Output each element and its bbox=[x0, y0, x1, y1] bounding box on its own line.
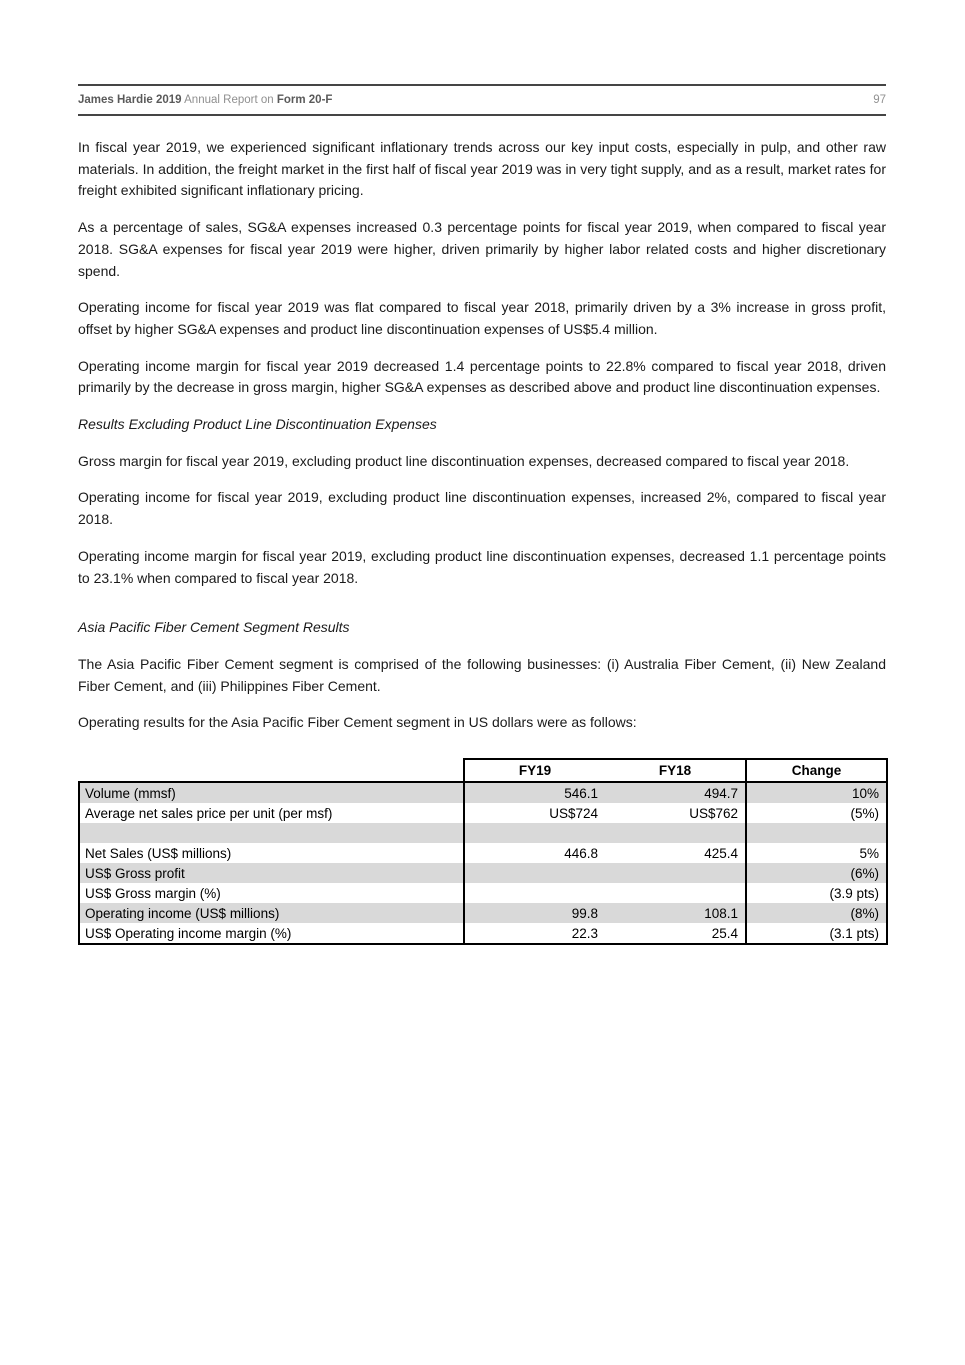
table-row-average-price bbox=[79, 803, 887, 823]
change-value: 10% bbox=[746, 782, 887, 803]
page-content bbox=[78, 0, 886, 945]
fy18-value: US$762 bbox=[605, 803, 746, 823]
row-label bbox=[79, 823, 464, 843]
row-label: US$ Operating income margin (%) bbox=[79, 923, 464, 944]
fy19-value bbox=[464, 883, 605, 903]
fy18-value: 425.4 bbox=[605, 843, 746, 863]
table-row-volume bbox=[79, 782, 887, 803]
fy19-value bbox=[464, 863, 605, 883]
row-label: US$ Gross margin (%) bbox=[79, 883, 464, 903]
row-label: Average net sales price per unit (per msf) bbox=[79, 803, 464, 823]
paragraph-operating-income-margin: Operating income margin for fiscal year 2019 decreased 1.4 percentage points to 22.8% compared to fiscal year 2018, driven primarily by the decrease in gross margin, higher SG&A expenses as described above and product line discontinuation expenses. bbox=[78, 357, 886, 396]
column-header-fy19: FY19 bbox=[464, 759, 605, 782]
fy19-value: 446.8 bbox=[564, 845, 598, 861]
table-row-operating-income-margin bbox=[79, 923, 887, 944]
asia-pacific-results-table bbox=[78, 758, 888, 945]
fy18-value bbox=[605, 883, 746, 903]
empty-header-cell bbox=[79, 759, 464, 782]
change-value: (5%) bbox=[746, 803, 887, 823]
column-header-change: Change bbox=[746, 759, 887, 782]
paragraph-gross-margin-excluding: Gross margin for fiscal year 2019, excluding product line discontinuation expenses, decreased compared to fiscal year 2018. bbox=[78, 452, 850, 469]
report-title bbox=[78, 94, 332, 106]
table-row-spacer bbox=[79, 823, 887, 843]
paragraph-segment-businesses: The Asia Pacific Fiber Cement segment is comprised of the following businesses: (i) Australia Fiber Cement, (ii) New Zealand Fiber Cement, and (iii) Philippines Fiber Cement. bbox=[78, 655, 886, 694]
fy19-value bbox=[464, 823, 605, 843]
change-value: (3.1 pts) bbox=[746, 923, 887, 944]
table-row-gross-margin bbox=[79, 883, 887, 903]
paragraph-operating-income-excluding: Operating income for fiscal year 2019, excluding product line discontinuation expenses, increased 2%, compared to fiscal year 2018. bbox=[78, 489, 886, 528]
row-label: Operating income (US$ millions) bbox=[79, 903, 464, 923]
page-number: 97 bbox=[873, 94, 886, 106]
paragraph-inflationary-trends: In fiscal year 2019, we experienced significant inflationary trends across our key input costs, especially in pulp, and other raw materials. In addition, the freight market in the first half of fiscal year 2019 was in very tight supply, and as a result, market rates for freight exhibited significant inflationary pricing. bbox=[78, 139, 886, 199]
report-title-form: Form 20-F bbox=[276, 94, 333, 106]
fy18-value bbox=[605, 823, 746, 843]
header-line bbox=[78, 86, 886, 114]
change-value: (3.9 pts) bbox=[746, 883, 887, 903]
row-label: Volume (mmsf) bbox=[79, 782, 464, 803]
paragraph-operating-results-intro: Operating results for the Asia Pacific Fiber Cement segment in US dollars were as follows: bbox=[78, 714, 637, 731]
report-title-middle: Annual Report on bbox=[181, 94, 277, 106]
paragraph-operating-income-flat: Operating income for fiscal year 2019 was flat compared to fiscal year 2018, primarily driven by a 3% increase in gross profit, offset by higher SG&A expenses and product line discontinuation expenses of US$5.4 million. bbox=[78, 299, 886, 337]
column-header-fy18: FY18 bbox=[605, 759, 746, 782]
change-value bbox=[746, 823, 887, 843]
fy18-value: 25.4 bbox=[605, 923, 746, 944]
fy19-value: 22.3 bbox=[464, 923, 605, 944]
section-heading-asia-pacific: Asia Pacific Fiber Cement Segment Results bbox=[78, 619, 350, 636]
fy18-value: 494.7 bbox=[605, 782, 746, 803]
page-header bbox=[78, 0, 886, 116]
header-rule-bottom bbox=[78, 114, 886, 116]
section-heading-results-excluding: Results Excluding Product Line Discontinuation Expenses bbox=[78, 416, 437, 433]
row-label: Net Sales (US$ millions) bbox=[79, 843, 464, 863]
table-row-net-sales bbox=[79, 843, 887, 863]
paragraph-operating-margin-excluding: Operating income margin for fiscal year 2019, excluding product line discontinuation expenses, decreased 1.1 percentage points to 23.1% when compared to fiscal year 2018. bbox=[78, 547, 886, 586]
row-label: US$ Gross profit bbox=[79, 863, 464, 883]
fy18-value: 108.1 bbox=[605, 903, 746, 923]
table-header-row bbox=[79, 759, 887, 782]
fy19-value: 546.1 bbox=[464, 782, 605, 803]
table-row-gross-profit bbox=[79, 863, 887, 883]
paragraph-sga-expenses: As a percentage of sales, SG&A expenses increased 0.3 percentage points for fiscal year 2019, when compared to fiscal year 2018. SG&A expenses for fiscal year 2019 were higher, driven primarily by higher labor related costs and higher discretionary spend. bbox=[78, 219, 886, 279]
change-value: (6%) bbox=[746, 863, 887, 883]
fy19-value: 99.8 bbox=[571, 905, 598, 921]
report-title-brand: James Hardie 2019 bbox=[78, 94, 182, 106]
table-row-operating-income bbox=[79, 903, 887, 923]
fy19-value: US$724 bbox=[549, 805, 598, 821]
change-value: (8%) bbox=[746, 903, 887, 923]
change-value: 5% bbox=[746, 843, 887, 863]
fy18-value bbox=[605, 863, 746, 883]
